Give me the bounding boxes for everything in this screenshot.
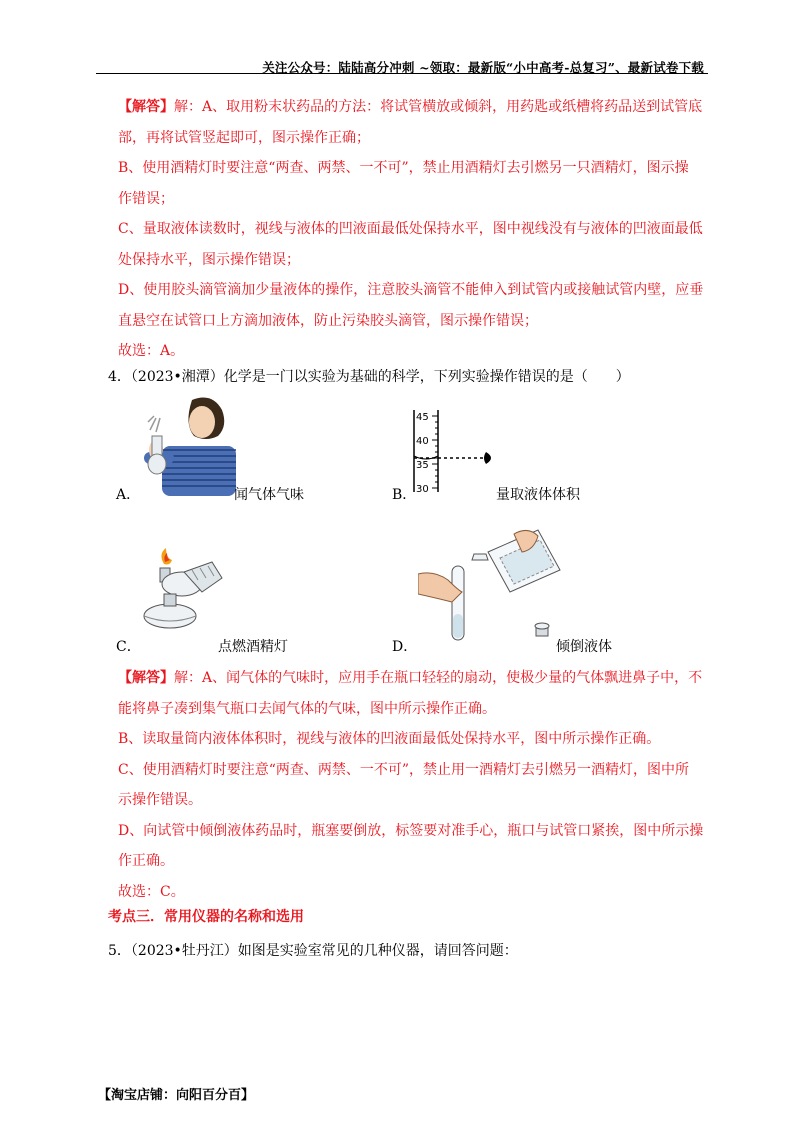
footer-text: 【淘宝店铺：向阳百分百】	[98, 1088, 255, 1103]
option-b-caption: 量取液体体积	[496, 487, 580, 503]
option-b-letter: B．	[392, 487, 417, 503]
answer-3-line-2: 部，再将试管竖起即可，图示操作正确；	[118, 129, 370, 146]
option-c-caption: 点燃酒精灯	[218, 639, 288, 655]
answer-4-line-4: C、使用酒精灯时要注意“两查、两禁、一不可”，禁止用一酒精灯去引燃另一酒精灯，图中所	[118, 761, 690, 778]
answer-3-line-3: B、使用酒精灯时要注意“两查、两禁、一不可”，禁止用酒精灯去引燃另一只酒精灯，图示操	[118, 160, 689, 176]
cylinder-tick-30: 30	[416, 484, 429, 494]
question-4-stem: 4．（2023•湘潭）化学是一门以实验为基础的科学，下列实验操作错误的是（ ）	[108, 369, 630, 385]
option-d-letter: D．	[392, 639, 418, 655]
pouring-liquid-illustration	[418, 522, 568, 644]
answer-3-block	[118, 92, 710, 367]
cylinder-tick-40: 40	[416, 436, 429, 447]
smell-gas-illustration	[140, 392, 240, 500]
answer-4-block	[118, 663, 710, 907]
answer-3-line-8: 直悬空在试管口上方滴加液体，防止污染胶头滴管，图示操作错误；	[118, 312, 538, 329]
cylinder-tick-45: 45	[416, 412, 429, 423]
answer-3-line-5: C、量取液体读数时，视线与液体的凹液面最低处保持水平，图中视线没有与液体的凹液面最低	[118, 221, 703, 237]
option-c-letter: C．	[116, 639, 141, 655]
page-header-text: 关注公众号：陆陆高分冲刺 ~领取：最新版“小中高考-总复习”、最新试卷下载	[262, 60, 704, 75]
answer-3-line-9: 故选：A。	[118, 343, 185, 359]
answer-4-line-2: 能将鼻子凑到集气瓶口去闻气体的气味，图中所示操作正确。	[118, 700, 496, 717]
option-a-letter: A．	[116, 487, 141, 503]
cylinder-tick-35: 35	[416, 460, 429, 471]
answer-4-line-3: B、读取量筒内液体体积时，视线与液体的凹液面最低处保持水平，图中所示操作正确。	[118, 731, 661, 747]
answer-3-tag: 【解答】	[118, 99, 174, 115]
question-5-stem: 5．（2023•牡丹江）如图是实验室常见的几种仪器，请回答问题：	[108, 943, 518, 959]
answer-4-line-6: D、向试管中倾倒液体药品时，瓶塞要倒放，标签要对准手心，瓶口与试管口紧挨，图中所示操	[118, 822, 704, 839]
header-divider	[96, 73, 708, 74]
answer-4-line-7: 作正确。	[118, 853, 174, 869]
answer-3-line-1: 【解答】解：A、取用粉末状药品的方法：将试管横放或倾斜，用药匙或纸槽将药品送到试管底	[118, 99, 703, 115]
answer-4-line-5: 示操作错误。	[118, 792, 202, 808]
section-title: 考点三．常用仪器的名称和选用	[108, 909, 304, 925]
measuring-cylinder-illustration	[410, 408, 506, 494]
answer-3-line-7: D、使用胶头滴管滴加少量液体的操作，注意胶头滴管不能伸入到试管内或接触试管内壁，应垂	[118, 282, 704, 298]
answer-4-line-1: 【解答】解：A、闻气体的气味时，应用手在瓶口轻轻的扇动，使极少量的气体飘进鼻子中，不	[118, 670, 703, 686]
answer-4-tag: 【解答】	[118, 670, 174, 686]
answer-3-line-6: 处保持水平，图示操作错误；	[118, 251, 300, 268]
answer-3-line-4: 作错误；	[118, 190, 174, 207]
option-a-caption: 闻气体气味	[234, 487, 304, 503]
option-d-caption: 倾倒液体	[556, 639, 612, 655]
answer-4-line-8: 故选：C。	[118, 883, 185, 900]
alcohol-lamp-illustration	[134, 546, 238, 632]
